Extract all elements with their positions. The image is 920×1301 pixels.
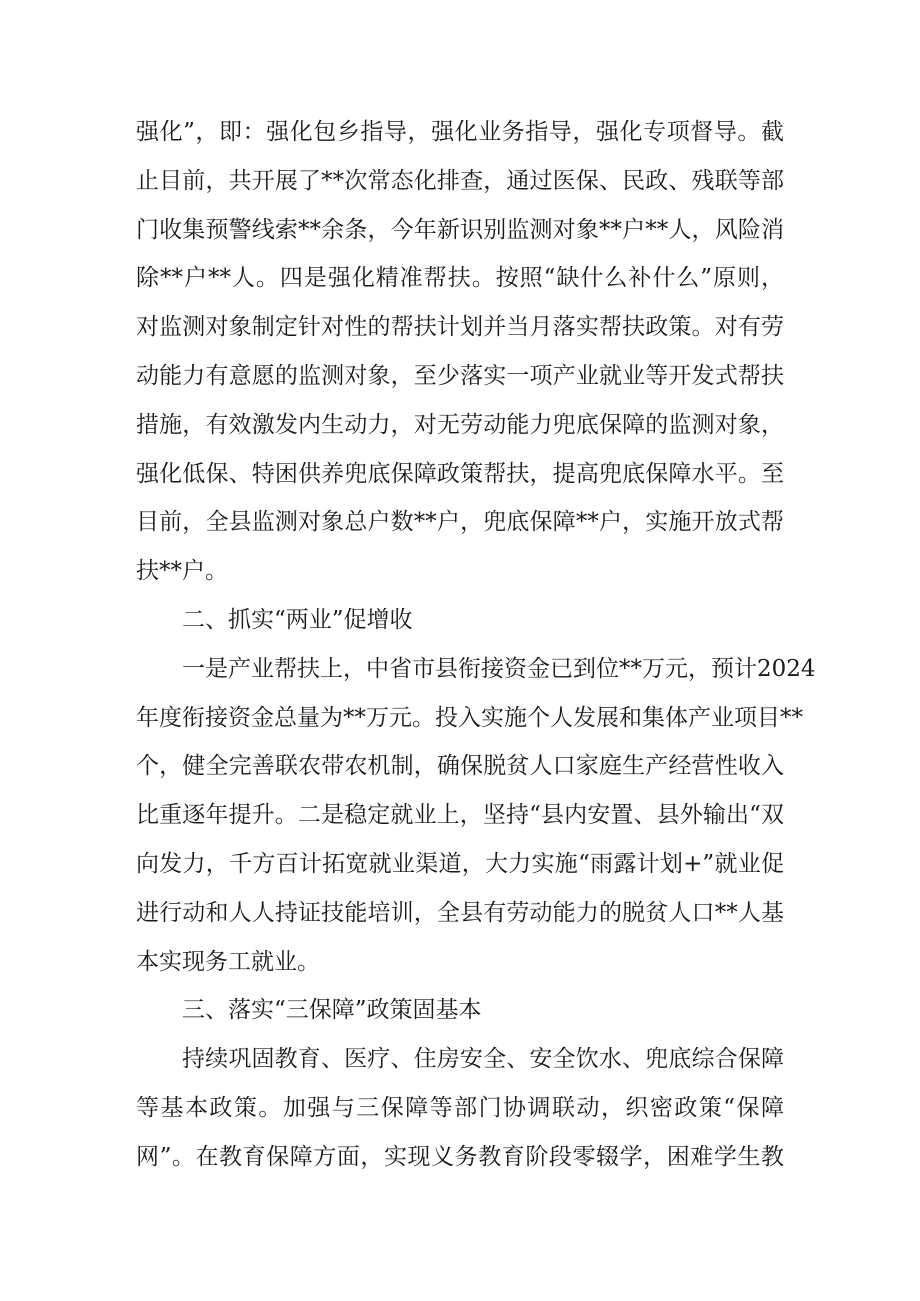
document-body [136, 108, 816, 1182]
paragraph-line: 个，健全完善联农带农机制，确保脱贫人口家庭生产经营性收入 [136, 753, 784, 780]
paragraph-line: 一是产业帮扶上，中省市县衔接资金已到位**万元，预计2024 [182, 655, 816, 682]
paragraph-line: 网”。在教育保障方面，实现义务教育阶段零辍学，困难学生教 [136, 1143, 784, 1170]
paragraph-line: 措施，有效激发内生动力，对无劳动能力兜底保障的监测对象， [136, 411, 784, 438]
paragraph-line: 强化低保、特困供养兜底保障政策帮扶，提高兜底保障水平。至 [136, 460, 784, 487]
paragraph-line: 向发力，千方百计拓宽就业渠道，大力实施“雨露计划+”就业促 [136, 850, 784, 877]
paragraph-line: 进行动和人人持证技能培训，全县有劳动能力的脱贫人口**人基 [136, 899, 784, 926]
paragraph-line: 对监测对象制定针对性的帮扶计划并当月落实帮扶政策。对有劳 [136, 314, 784, 341]
paragraph-line: 门收集预警线索**余条，今年新识别监测对象**户**人，风险消 [136, 216, 784, 243]
paragraph-line: 止目前，共开展了**次常态化排查，通过医保、民政、残联等部 [136, 167, 784, 194]
paragraph-line: 等基本政策。加强与三保障等部门协调联动，织密政策“保障 [136, 1094, 784, 1121]
paragraph-line: 动能力有意愿的监测对象，至少落实一项产业就业等开发式帮扶 [136, 362, 784, 389]
paragraph-line: 扶**户。 [136, 558, 228, 585]
paragraph-line: 强化”，即：强化包乡指导，强化业务指导，强化专项督导。截 [136, 119, 784, 145]
paragraph-line: 本实现务工就业。 [136, 948, 320, 975]
paragraph-line: 除**户**人。四是强化精准帮扶。按照“缺什么补什么”原则， [136, 265, 784, 292]
paragraph-line: 年度衔接资金总量为**万元。投入实施个人发展和集体产业项目** [136, 704, 803, 731]
section-heading: 二、抓实“两业”促增收 [182, 606, 413, 633]
paragraph-line: 比重逐年提升。二是稳定就业上，坚持“县内安置、县外输出“双 [136, 802, 784, 829]
paragraph-line: 目前，全县监测对象总户数**户，兜底保障**户，实施开放式帮 [136, 509, 784, 536]
section-heading: 三、落实“三保障”政策固基本 [182, 997, 482, 1024]
paragraph-line: 持续巩固教育、医疗、住房安全、安全饮水、兜底综合保障 [182, 1046, 784, 1073]
